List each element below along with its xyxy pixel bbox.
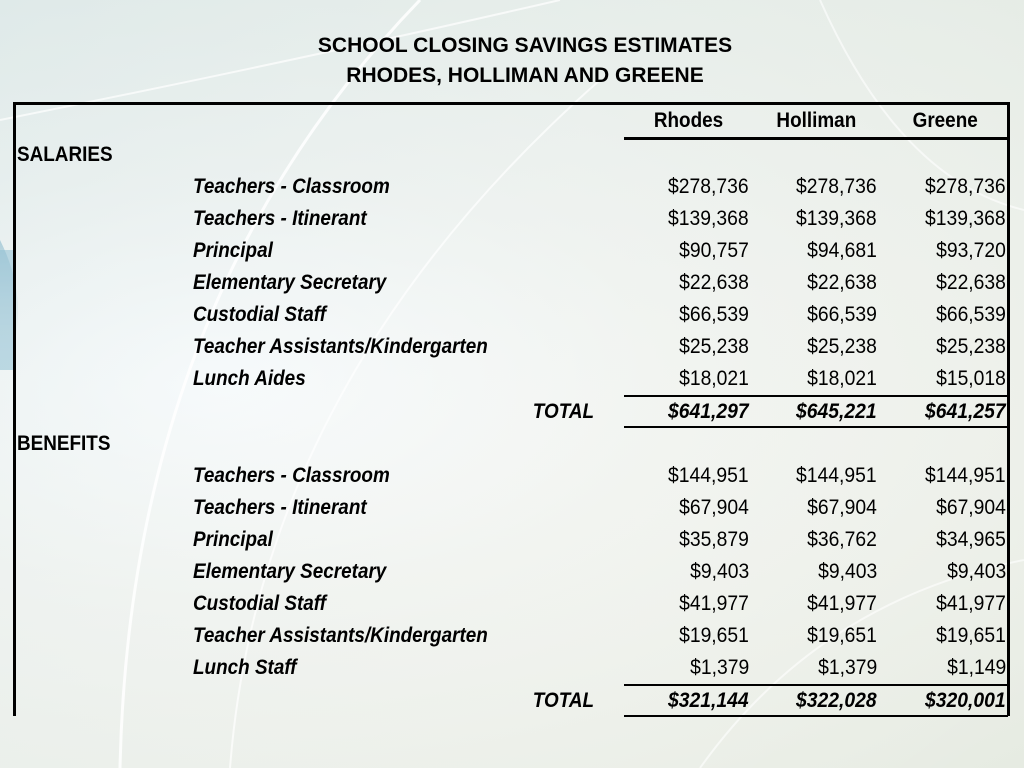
cell-greene: $15,018 — [936, 367, 1006, 390]
cell-holliman: $41,977 — [807, 592, 877, 615]
cell-holliman: $94,681 — [807, 239, 877, 262]
table-row — [0, 460, 1024, 492]
cell-greene: $22,638 — [936, 271, 1006, 294]
row-label: Lunch Aides — [193, 367, 306, 390]
total-label: TOTAL — [532, 689, 594, 712]
table-row — [0, 524, 1024, 556]
cell-greene: $9,403 — [946, 560, 1006, 583]
row-label: Teachers - Itinerant — [193, 496, 367, 519]
row-label: Teachers - Itinerant — [193, 207, 367, 230]
section-heading-row — [0, 428, 1024, 460]
cell-greene: $144,951 — [925, 464, 1006, 487]
total-greene: $641,257 — [925, 400, 1006, 423]
section-heading-row — [0, 139, 1024, 171]
table-row — [0, 331, 1024, 363]
cell-holliman: $25,238 — [807, 335, 877, 358]
column-header-rhodes: Rhodes — [653, 109, 724, 132]
benefits-total-row — [0, 685, 1024, 717]
cell-holliman: $19,651 — [807, 624, 877, 647]
cell-rhodes: $19,651 — [679, 624, 749, 647]
cell-rhodes: $35,879 — [679, 528, 749, 551]
cell-holliman: $36,762 — [807, 528, 877, 551]
cell-greene: $278,736 — [925, 175, 1006, 198]
cell-holliman: $22,638 — [807, 271, 877, 294]
total-rhodes: $321,144 — [668, 689, 749, 712]
cell-holliman: $18,021 — [807, 367, 877, 390]
total-rhodes: $641,297 — [668, 400, 749, 423]
row-label: Custodial Staff — [193, 592, 327, 615]
total-holliman: $322,028 — [796, 689, 877, 712]
row-label: Teachers - Classroom — [193, 464, 390, 487]
table-row — [0, 203, 1024, 235]
row-label: Elementary Secretary — [193, 560, 387, 583]
column-header-greene: Greene — [912, 109, 978, 132]
slide-title-line-2: RHODES, HOLLIMAN AND GREENE — [346, 64, 704, 87]
total-label: TOTAL — [532, 400, 594, 423]
table-row — [0, 620, 1024, 652]
row-label: Principal — [193, 239, 273, 262]
table-row — [0, 556, 1024, 588]
table-row — [0, 363, 1024, 395]
cell-holliman: $67,904 — [807, 496, 877, 519]
cell-rhodes: $90,757 — [679, 239, 749, 262]
cell-greene: $67,904 — [936, 496, 1006, 519]
table-row — [0, 267, 1024, 299]
cell-holliman: $1,379 — [817, 656, 877, 679]
cell-holliman: $9,403 — [817, 560, 877, 583]
cell-greene: $139,368 — [925, 207, 1006, 230]
total-holliman: $645,221 — [796, 400, 877, 423]
cell-holliman: $139,368 — [796, 207, 877, 230]
cell-greene: $19,651 — [936, 624, 1006, 647]
row-label: Custodial Staff — [193, 303, 327, 326]
cell-rhodes: $18,021 — [679, 367, 749, 390]
section-heading-salaries: SALARIES — [17, 143, 113, 166]
cell-rhodes: $25,238 — [679, 335, 749, 358]
cell-rhodes: $278,736 — [668, 175, 749, 198]
cell-greene: $1,149 — [946, 656, 1006, 679]
table-row — [0, 588, 1024, 620]
cell-rhodes: $41,977 — [679, 592, 749, 615]
row-label: Elementary Secretary — [193, 271, 387, 294]
cell-rhodes: $9,403 — [689, 560, 749, 583]
column-header-holliman: Holliman — [776, 109, 857, 132]
row-label: Teachers - Classroom — [193, 175, 390, 198]
table-row — [0, 492, 1024, 524]
cell-greene: $25,238 — [936, 335, 1006, 358]
cell-rhodes: $66,539 — [679, 303, 749, 326]
cell-rhodes: $144,951 — [668, 464, 749, 487]
cell-rhodes: $22,638 — [679, 271, 749, 294]
table-row — [0, 652, 1024, 684]
cell-rhodes: $1,379 — [689, 656, 749, 679]
cell-greene: $41,977 — [936, 592, 1006, 615]
row-label: Principal — [193, 528, 273, 551]
cell-greene: $66,539 — [936, 303, 1006, 326]
total-greene: $320,001 — [925, 689, 1006, 712]
cell-holliman: $278,736 — [796, 175, 877, 198]
benefits-total-rule-bottom — [624, 715, 1008, 717]
salaries-total-row — [0, 396, 1024, 428]
cell-rhodes: $139,368 — [668, 207, 749, 230]
row-label: Teacher Assistants/Kindergarten — [193, 335, 488, 358]
table-row — [0, 235, 1024, 267]
column-header-row — [0, 105, 1024, 137]
cell-greene: $34,965 — [936, 528, 1006, 551]
table-row — [0, 171, 1024, 203]
section-heading-benefits: BENEFITS — [17, 432, 111, 455]
row-label: Teacher Assistants/Kindergarten — [193, 624, 488, 647]
cell-holliman: $144,951 — [796, 464, 877, 487]
cell-holliman: $66,539 — [807, 303, 877, 326]
slide-title-line-1: SCHOOL CLOSING SAVINGS ESTIMATES — [317, 34, 733, 57]
row-label: Lunch Staff — [193, 656, 297, 679]
cell-rhodes: $67,904 — [679, 496, 749, 519]
cell-greene: $93,720 — [936, 239, 1006, 262]
table-row — [0, 299, 1024, 331]
